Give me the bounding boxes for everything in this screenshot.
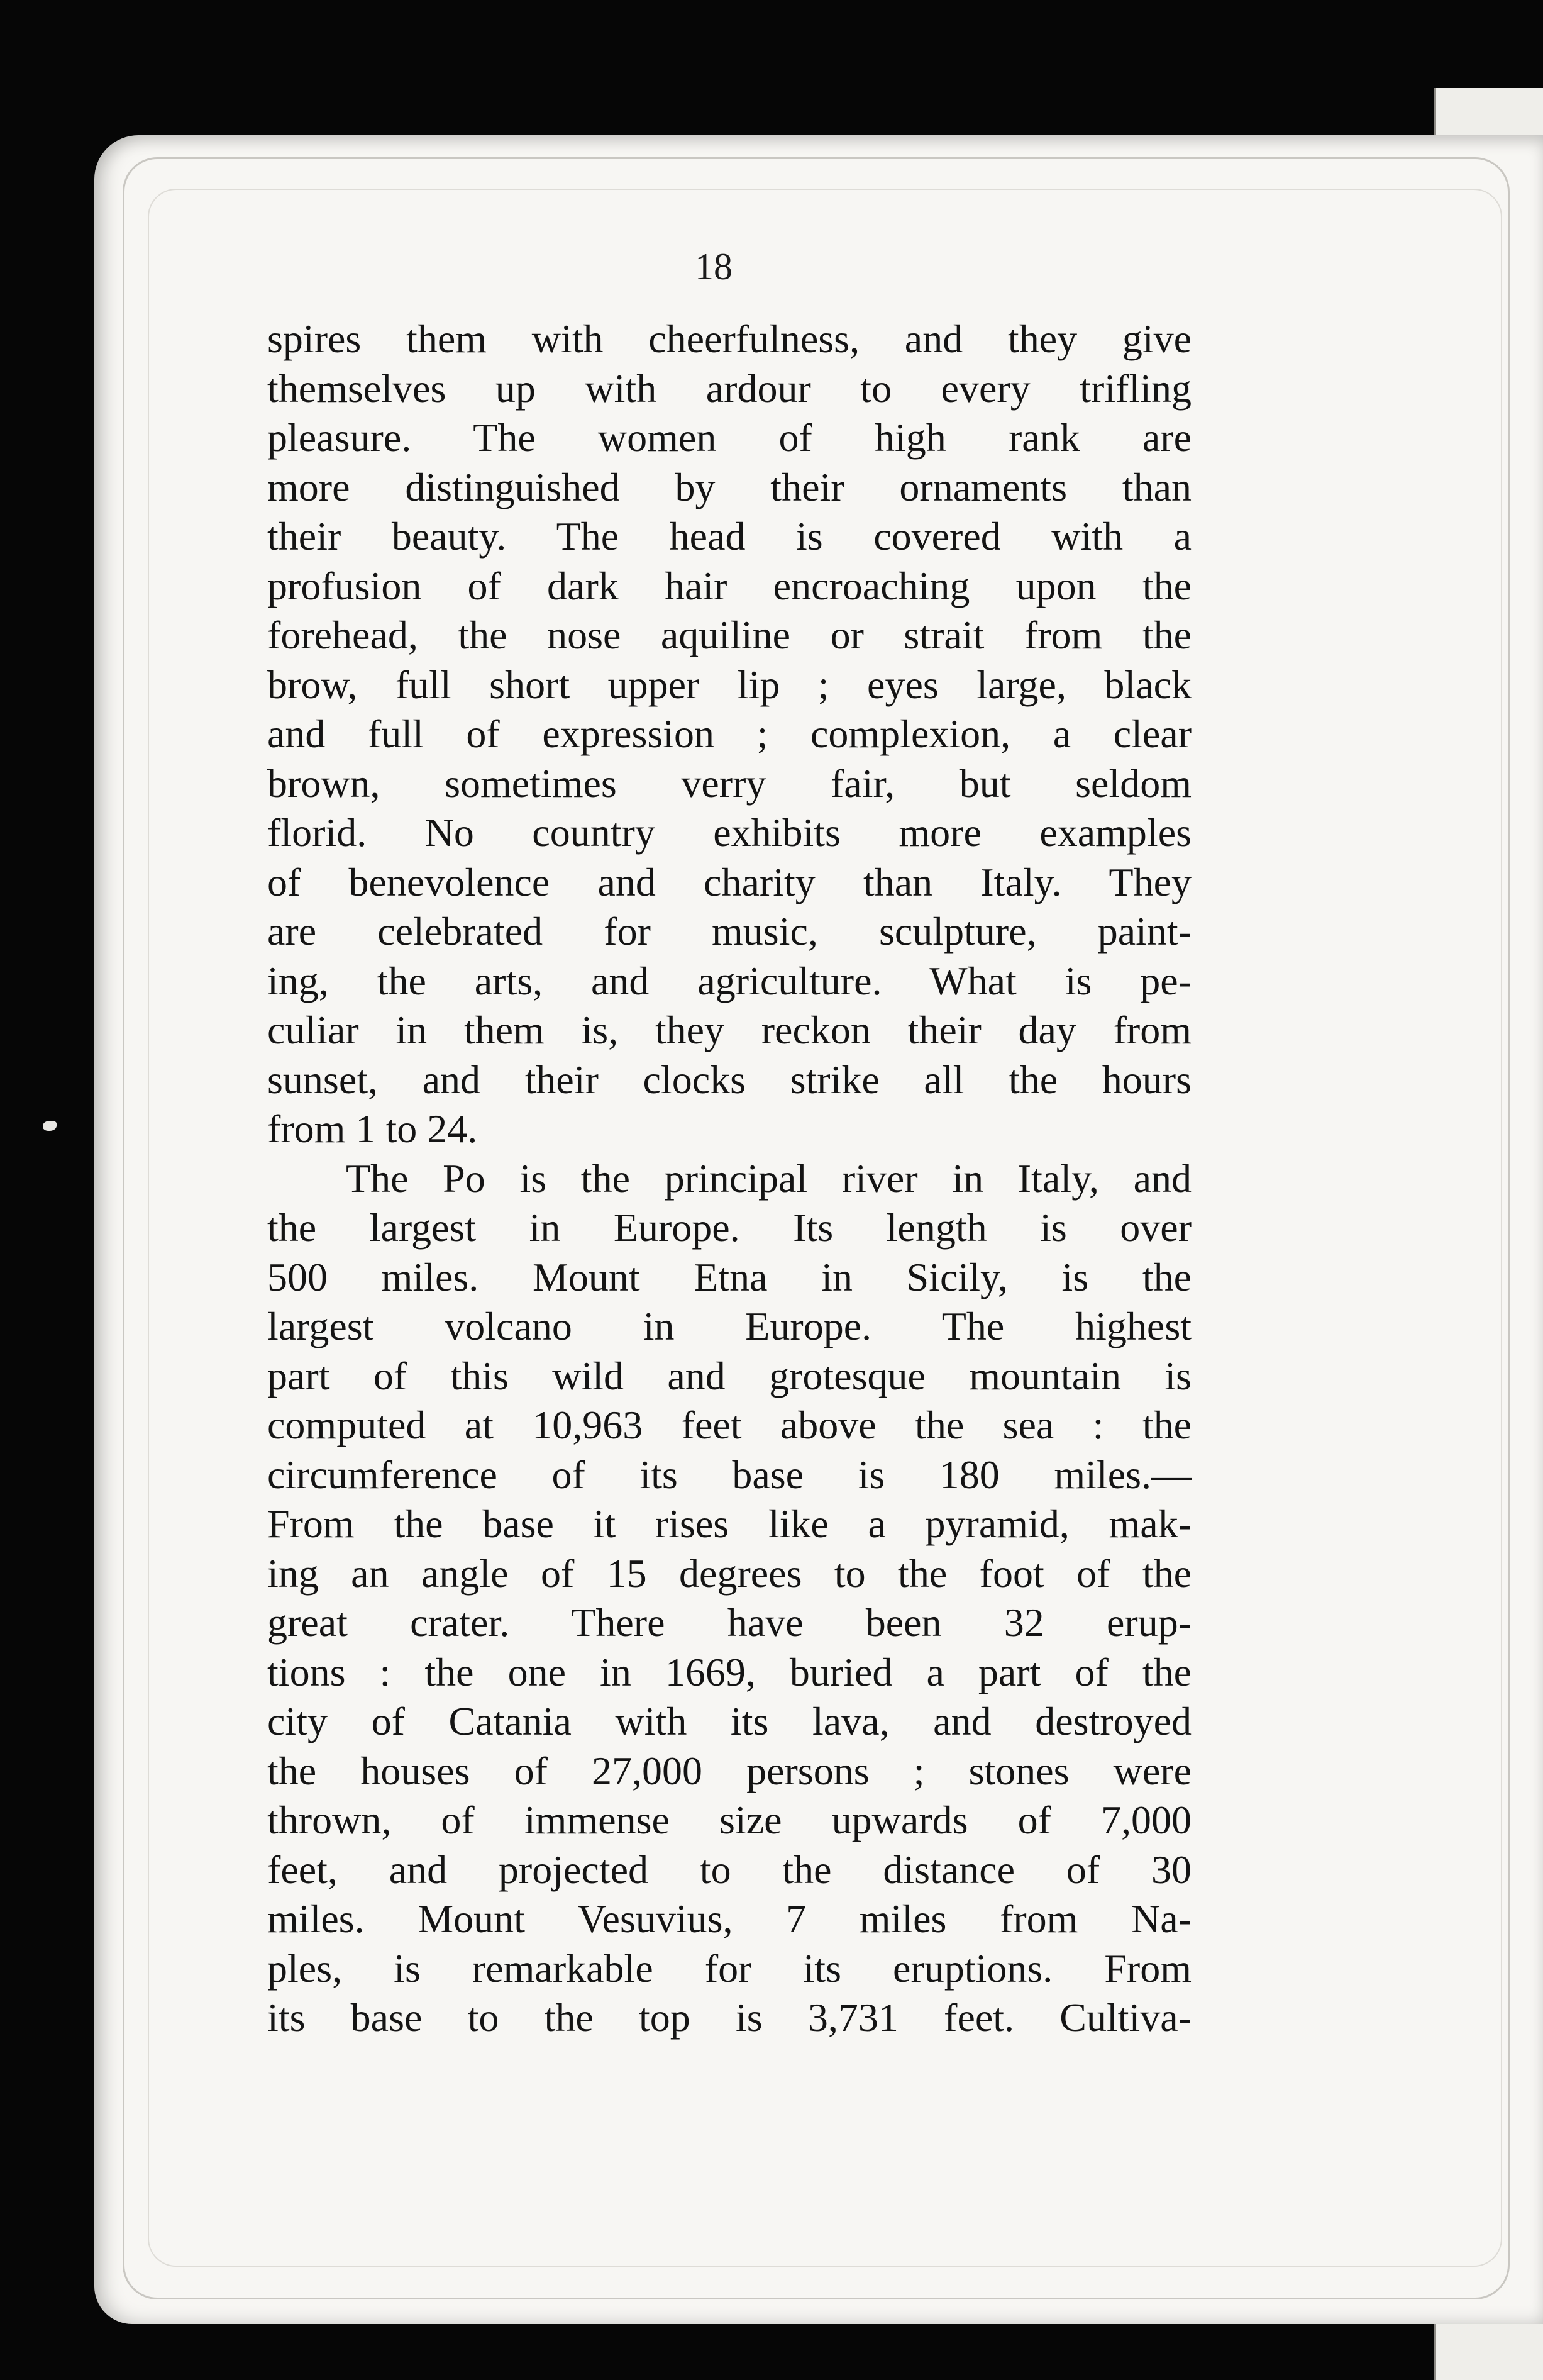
text-line: tions : the one in 1669, buried a part of the — [267, 1649, 1192, 1694]
text-line: From the base it rises like a pyramid, mak- — [267, 1501, 1192, 1546]
text-line: the houses of 27,000 persons ; stones were — [267, 1748, 1192, 1793]
text-line: themselves up with ardour to every trifling — [267, 365, 1192, 411]
text-line: part of this wild and grotesque mountain is — [267, 1353, 1192, 1398]
text-line: more distinguished by their ornaments than — [267, 464, 1192, 509]
text-line: are celebrated for music, sculpture, paint- — [267, 909, 1192, 954]
text-line: their beauty. The head is covered with a — [267, 514, 1192, 559]
text-line: circumference of its base is 180 miles.— — [267, 1452, 1192, 1497]
text-line: from 1 to 24. — [267, 1106, 478, 1151]
text-line: 500 miles. Mount Etna in Sicily, is the — [267, 1254, 1192, 1299]
body-text — [267, 314, 1192, 2043]
text-line: great crater. There have been 32 erup- — [267, 1600, 1192, 1645]
text-line: brown, sometimes verry fair, but seldom — [267, 760, 1192, 806]
text-line: computed at 10,963 feet above the sea : the — [267, 1403, 1192, 1447]
paragraph-1 — [267, 314, 1192, 1154]
text-line: profusion of dark hair encroaching upon the — [267, 563, 1192, 608]
text-line: florid. No country exhibits more examples — [267, 810, 1192, 855]
text-line: largest volcano in Europe. The highest — [267, 1304, 1192, 1348]
text-line: sunset, and their clocks strike all the hours — [267, 1057, 1192, 1102]
margin-speck — [43, 1121, 57, 1131]
text-line: pleasure. The women of high rank are — [267, 415, 1192, 460]
text-line: miles. Mount Vesuvius, 7 miles from Na- — [267, 1896, 1192, 1941]
text-line: The Po is the principal river in Italy, and — [346, 1155, 1192, 1201]
text-line: ples, is remarkable for its eruptions. From — [267, 1945, 1192, 1991]
text-line: its base to the top is 3,731 feet. Cultiva- — [267, 1995, 1192, 2040]
text-line: spires them with cheerfulness, and they give — [267, 316, 1192, 361]
text-line: feet, and projected to the distance of 30 — [267, 1847, 1192, 1892]
text-line: culiar in them is, they reckon their day from — [267, 1008, 1192, 1052]
text-line: brow, full short upper lip ; eyes large, black — [267, 662, 1192, 707]
text-line: the largest in Europe. Its length is over — [267, 1205, 1192, 1250]
page-number: 18 — [695, 246, 733, 287]
text-line: forehead, the nose aquiline or strait from the — [267, 613, 1192, 657]
text-line: thrown, of immense size upwards of 7,000 — [267, 1798, 1192, 1842]
text-line: ing, the arts, and agriculture. What is pe- — [267, 958, 1192, 1003]
text-line: ing an angle of 15 degrees to the foot of the — [267, 1550, 1192, 1596]
text-line: of benevolence and charity than Italy. They — [267, 859, 1192, 904]
text-line: and full of expression ; complexion, a clear — [267, 711, 1192, 756]
text-line: city of Catania with its lava, and destroyed — [267, 1699, 1192, 1743]
paragraph-2 — [267, 1154, 1192, 2043]
